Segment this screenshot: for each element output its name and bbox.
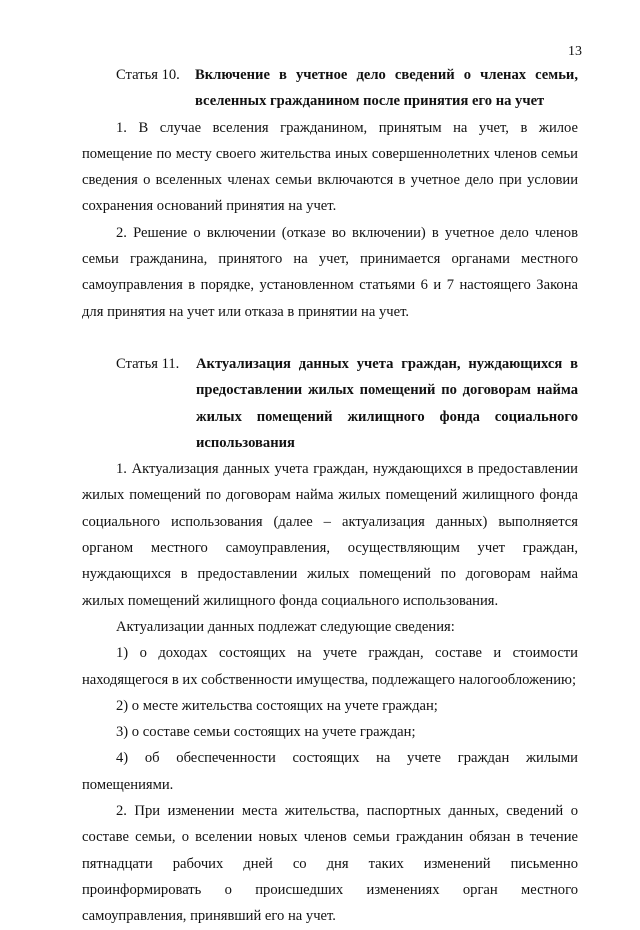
article-11-item-1: 1) о доходах состоящих на учете граждан, составе и стоимости находящегося в их собственности имущества, подлежащего налогообложению;	[82, 645, 578, 688]
article-11-item-3: 3) о составе семьи состоящих на учете граждан;	[116, 724, 416, 741]
article-11-item-4: 4) об обеспеченности состоящих на учете граждан жилыми помещениями.	[82, 750, 578, 793]
article-11-body	[82, 456, 578, 929]
article-10-paragraph-2: 2. Решение о включении (отказе во включении) в учетное дело членов семьи гражданина, принятого на учет, принимается органами местного самоуправления в порядке, установленном статьями 6 и 7 настоящего Закона для принятия на учет или отказа в принятии на учет.	[82, 224, 578, 320]
article-11-label: Статья 11.	[116, 355, 180, 372]
article-11-item-2: 2) о месте жительства состоящих на учете граждан;	[116, 697, 438, 714]
article-10-heading	[82, 62, 578, 115]
article-11-paragraph-3: 2. При изменении места жительства, паспортных данных, сведений о составе семьи, о вселении новых членов семьи гражданин обязан в течение пятнадцати рабочих дней со дня таких изменений письменно проинформировать о происшедших изменениях орган местного самоуправления, принявший его на учет.	[82, 803, 578, 925]
page-number: 13	[568, 44, 582, 59]
document-body	[82, 62, 578, 930]
section-spacer	[82, 325, 578, 351]
article-11-paragraph-2: Актуализации данных подлежат следующие сведения:	[116, 618, 455, 635]
article-11-paragraph-1: 1. Актуализация данных учета граждан, нуждающихся в предоставлении жилых помещений по договорам найма жилых помещений жилищного фонда социального использования (далее – актуализация данных) выполняется органом местного самоуправления, осуществляющим учет граждан, нуждающихся в предоставлении жилых помещений по договорам найма жилых помещений жилищного фонда социального использования.	[82, 461, 578, 609]
article-10-label: Статья 10.	[116, 67, 180, 83]
article-11-heading	[82, 351, 578, 456]
article-10-title: Включение в учетное дело сведений о членах семьи, вселенных гражданином после принятия его на учет	[195, 67, 578, 110]
article-11-title: Актуализация данных учета граждан, нуждающихся в предоставлении жилых помещений по договорам найма жилых помещений жилищного фонда социального использования	[196, 355, 578, 451]
article-10-paragraph-1: 1. В случае вселения гражданином, принятым на учет, в жилое помещение по месту своего жительства иных совершеннолетних членов семьи сведения о вселенных членах семьи включаются в учетное дело при условии сохранения оснований принятия на учет.	[82, 119, 578, 215]
